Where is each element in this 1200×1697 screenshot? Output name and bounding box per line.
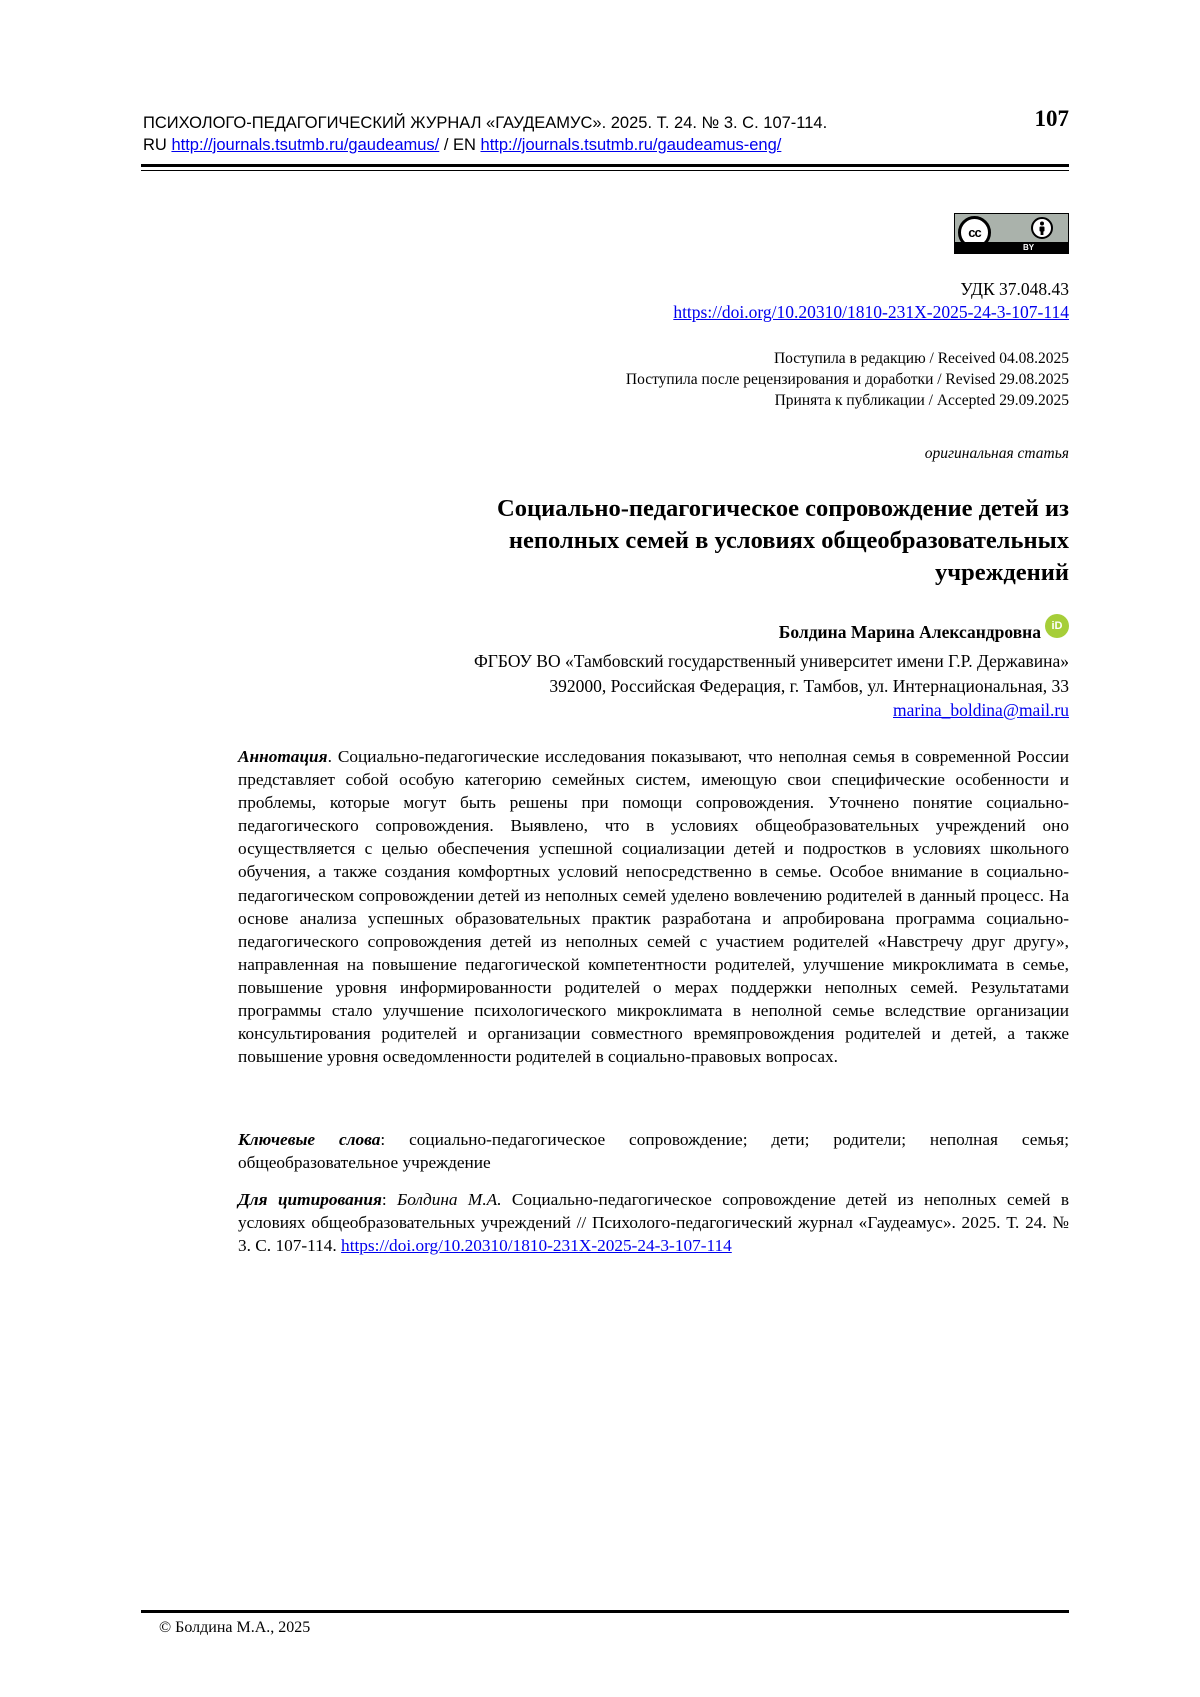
header-rule-thin [141, 170, 1069, 171]
keywords-label: Ключевые слова [238, 1130, 381, 1149]
received-date: Поступила в редакцию / Received 04.08.2025 [773, 350, 1069, 367]
author-email[interactable]: marina_boldina@mail.ru [893, 700, 1069, 720]
article-title: Социально-педагогическое сопровождение детей из неполных семей в условиях общеобразовательных учреждений [497, 495, 1069, 586]
affiliation: ФГБОУ ВО «Тамбовский государственный университет имени Г.Р. Державина» [473, 651, 1069, 671]
attribution-person-icon [1031, 217, 1053, 239]
author-line [779, 620, 1069, 644]
link-separator: / EN [439, 136, 481, 154]
citation-colon: : [381, 1190, 398, 1209]
ru-prefix: RU [143, 136, 167, 154]
keywords-text: : социально-педагогическое сопровождение; дети; родители; неполная семья; общеобразовательное учреждение [238, 1130, 1069, 1173]
by-label: BY [1023, 243, 1035, 252]
badge-strip [955, 242, 1068, 253]
orcid-icon[interactable]: iD [1045, 614, 1069, 638]
author-affiliation-block [474, 649, 1069, 723]
abstract [238, 745, 1069, 1068]
abstract-text: . Социально-педагогические исследования показывают, что неполная семья в современной России представляет собой особую категорию семейных систем, имеющую свои специфические особенности и проблемы, которые могут быть решены при помощи сопровождения. Уточнено понятие социально-педагогического сопровождения. Выявлено, что в условиях общеобразовательных учреждений оно осуществляется с целью обеспечения успешной социализации детей и подростков в условиях школьного обучения, а также создания комфортных условий непосредственно в семье. Особое внимание в социально-педагогическом сопровождении детей из неполных семей уделено вовлечению родителей в данный процесс. На основе анализа успешных образовательных практик разработана и апробирована программа социально-педагогического сопровождения детей из неполных семей с участием родителей «Навстречу друг другу», направленная на повышение педагогической компетентности родителей, улучшение микроклимата в семье, повышение уровня информированности родителей о мерах поддержки неполных семей. Результатами программы стало улучшение психологического микроклимата в неполной семье вследствие организации консультирования родителей и организации совместного времяпровождения родителей и детей, а также повышение уровня осведомленности родителей в социально-правовых вопросах. [238, 747, 1069, 1067]
header-rule [141, 164, 1069, 167]
journal-links [143, 134, 1069, 156]
keywords [238, 1128, 1069, 1174]
citation [238, 1188, 1069, 1257]
en-journal-link[interactable]: http://journals.tsutmb.ru/gaudeamus-eng/ [480, 136, 782, 154]
citation-author: Болдина М.А. [397, 1190, 502, 1209]
citation-label: Для цитирования [238, 1190, 382, 1209]
publication-dates [626, 348, 1069, 411]
copyright: © Болдина М.А., 2025 [159, 1619, 311, 1636]
citation-text: Социально-педагогическое сопровождение детей из неполных семей в условиях общеобразовательных учреждений // Психолого-педагогический журнал «Гаудеамус». 2025. Т. 24. № 3. С. 107-114. [238, 1190, 1069, 1256]
citation-doi-link[interactable]: https://doi.org/10.20310/1810-231X-2025-24-3-107-114 [341, 1236, 732, 1256]
accepted-date: Принята к публикации / Accepted 29.09.2025 [774, 392, 1069, 409]
doi-link[interactable]: https://doi.org/10.20310/1810-231X-2025-24-3-107-114 [673, 302, 1069, 322]
journal-line: ПСИХОЛОГО-ПЕДАГОГИЧЕСКИЙ ЖУРНАЛ «ГАУДЕАМУС». 2025. Т. 24. № 3. С. 107-114. [143, 114, 828, 132]
doi-link-container [673, 302, 1069, 323]
footer-rule [141, 1610, 1069, 1613]
article-type: оригинальная статья [924, 445, 1069, 462]
revised-date: Поступила после рецензирования и доработки / Revised 29.08.2025 [625, 371, 1069, 388]
cc-icon: cc [958, 216, 991, 249]
cc-by-license-badge[interactable] [954, 213, 1069, 254]
udk-code: УДК 37.048.43 [960, 279, 1069, 299]
abstract-label: Аннотация [238, 747, 328, 766]
ru-journal-link[interactable]: http://journals.tsutmb.ru/gaudeamus/ [171, 136, 440, 154]
author-name: Болдина Марина Александровна [778, 622, 1041, 642]
address: 392000, Российская Федерация, г. Тамбов, ул. Интернациональная, 33 [549, 675, 1069, 696]
running-header [143, 106, 1069, 156]
page-number: 107 [1034, 106, 1069, 131]
